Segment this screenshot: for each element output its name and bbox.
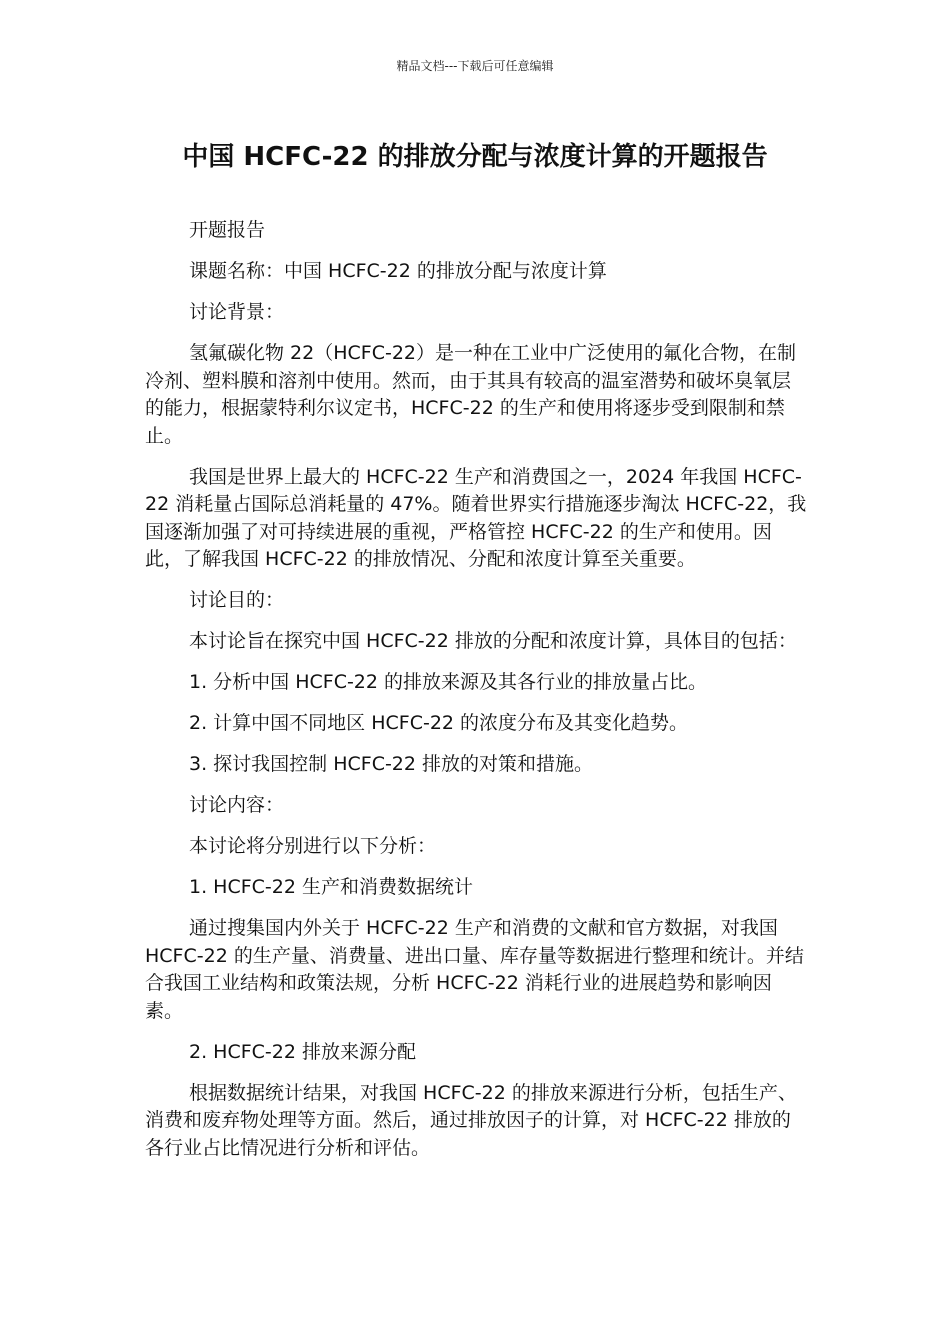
heading-background: 讨论背景： — [189, 301, 285, 323]
paragraph-background-2: 我国是世界上最大的 HCFC-22 生产和消费国之一，2024 年我国 HCFC-22 消耗量占国际总消耗量的 47%。随着世界实行措施逐步淘汰 HCFC-22，我国逐渐加强了对可持续进展的重视，严格管控 HCFC-22 的生产和使用。因此，了解我国 HCFC-22 的排放情况、分配和浓度计算至关重要。 — [145, 465, 807, 570]
paragraph-content-intro: 本讨论将分别进行以下分析： — [189, 835, 437, 857]
paragraph-objectives-intro: 本讨论旨在探究中国 HCFC-22 排放的分配和浓度计算，具体目的包括： — [189, 630, 797, 652]
subheading-emission-sources: 2. HCFC-22 排放来源分配 — [189, 1040, 416, 1063]
heading-objectives: 讨论目的： — [189, 589, 285, 611]
list-item-objective-2: 2. 计算中国不同地区 HCFC-22 的浓度分布及其变化趋势。 — [189, 712, 689, 734]
list-item-objective-1: 1. 分析中国 HCFC-22 的排放来源及其各行业的排放量占比。 — [189, 671, 708, 693]
heading-content: 讨论内容： — [189, 794, 285, 816]
subheading-statistics: 1. HCFC-22 生产和消费数据统计 — [189, 876, 473, 898]
list-item-objective-3: 3. 探讨我国控制 HCFC-22 排放的对策和措施。 — [189, 753, 594, 775]
paragraph-emission-sources: 根据数据统计结果，对我国 HCFC-22 的排放来源进行分析，包括生产、消费和废弃物处理等方面。然后，通过排放因子的计算，对 HCFC-22 排放的各行业占比情况进行分析和评估。 — [145, 1081, 797, 1159]
paragraph-background-1: 氢氟碳化物 22（HCFC-22）是一种在工业中广泛使用的氟化合物，在制冷剂、塑料膜和溶剂中使用。然而，由于其具有较高的温室潜势和破坏臭氧层的能力，根据蒙特利尔议定书，HCFC-22 的生产和使用将逐步受到限制和禁止。 — [145, 342, 796, 447]
paragraph-statistics: 通过搜集国内外关于 HCFC-22 生产和消费的文献和官方数据，对我国 HCFC-22 的生产量、消费量、进出口量、库存量等数据进行整理和统计。并结合我国工业结构和政策法规，分析 HCFC-22 消耗行业的进展趋势和影响因素。 — [145, 917, 804, 1022]
document-body — [145, 217, 807, 1176]
header-note: 精品文档---下载后可任意编辑 — [396, 59, 554, 73]
paragraph-topic-name: 课题名称：中国 HCFC-22 的排放分配与浓度计算 — [189, 260, 607, 282]
document-title: 中国 HCFC-22 的排放分配与浓度计算的开题报告 — [182, 142, 768, 172]
paragraph-report-label: 开题报告 — [189, 219, 266, 241]
